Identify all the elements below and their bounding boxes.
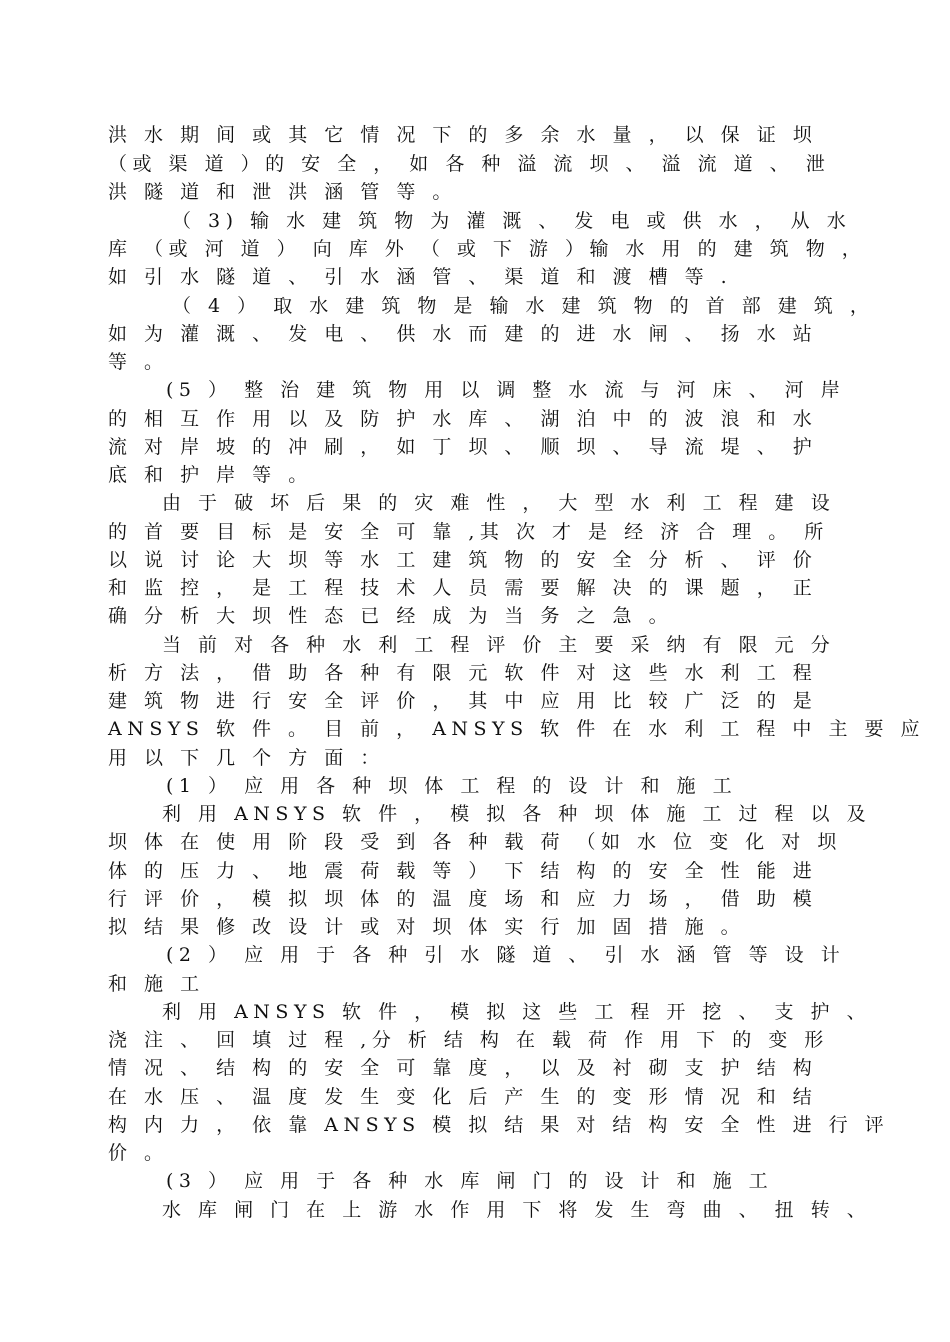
text-line: （ 3) 输 水 建 筑 物 为 灌 溉 、 发 电 或 供 水 ， 从 水 [172, 210, 852, 232]
text-line: 洪 水 期 间 或 其 它 情 况 下 的 多 余 水 量 ， 以 保 证 坝 [108, 124, 818, 146]
text-line: 当 前 对 各 种 水 利 工 程 评 价 主 要 采 纳 有 限 元 分 [162, 634, 836, 656]
text-line: 底 和 护 岸 等 。 [108, 464, 313, 486]
text-line: 构 内 力 ， 依 靠 ANSYS 模 拟 结 果 对 结 构 安 全 性 进 行 评 [108, 1114, 890, 1136]
text-line: 坝 体 在 使 用 阶 段 受 到 各 种 载 荷 （如 水 位 变 化 对 坝 [108, 831, 842, 853]
text-line: 拟 结 果 修 改 设 计 或 对 坝 体 实 行 加 固 措 施 。 [108, 916, 746, 938]
text-line: 析 方 法 ， 借 助 各 种 有 限 元 软 件 对 这 些 水 利 工 程 [108, 662, 818, 684]
text-line: 等 。 [108, 351, 169, 373]
text-line: 确 分 析 大 坝 性 态 已 经 成 为 当 务 之 急 。 [108, 605, 674, 627]
text-line: （ 4 ） 取 水 建 筑 物 是 输 水 建 筑 物 的 首 部 建 筑 ， [172, 295, 875, 317]
text-line: (3 ） 应 用 于 各 种 水 库 闸 门 的 设 计 和 施 工 [166, 1170, 774, 1192]
text-line: 如 为 灌 溉 、 发 电 、 供 水 而 建 的 进 水 闸 、 扬 水 站 [108, 323, 818, 345]
text-line: 由 于 破 坏 后 果 的 灾 难 性 ， 大 型 水 利 工 程 建 设 [162, 492, 836, 514]
text-line: (1 ） 应 用 各 种 坝 体 工 程 的 设 计 和 施 工 [166, 775, 738, 797]
text-line: ANSYS 软 件 。 目 前 ， ANSYS 软 件 在 水 利 工 程 中 主 要 应 [108, 718, 926, 740]
text-line: 利 用 ANSYS 软 件 ， 模 拟 这 些 工 程 开 挖 、 支 护 、 [162, 1001, 872, 1023]
text-line: （或 渠 道 ）的 安 全 ， 如 各 种 溢 流 坝 、 溢 流 道 、 泄 [108, 153, 831, 175]
text-line: 的 首 要 目 标 是 安 全 可 靠 ,其 次 才 是 经 济 合 理 。 所 [108, 521, 829, 543]
text-line: 和 施 工 [108, 973, 205, 995]
text-line: 体 的 压 力 、 地 震 荷 载 等 ） 下 结 构 的 安 全 性 能 进 [108, 860, 818, 882]
text-line: 情 况 、 结 构 的 安 全 可 靠 度 ， 以 及 衬 砌 支 护 结 构 [108, 1057, 818, 1079]
text-line: 和 监 控 ， 是 工 程 技 术 人 员 需 要 解 决 的 课 题 ， 正 [108, 577, 818, 599]
text-line: 流 对 岸 坡 的 冲 刷 ， 如 丁 坝 、 顺 坝 、 导 流 堤 、 护 [108, 436, 818, 458]
text-line: (2 ） 应 用 于 各 种 引 水 隧 道 、 引 水 涵 管 等 设 计 [166, 944, 846, 966]
text-line: 利 用 ANSYS 软 件 ， 模 拟 各 种 坝 体 施 工 过 程 以 及 [162, 803, 872, 825]
text-line: 以 说 讨 论 大 坝 等 水 工 建 筑 物 的 安 全 分 析 、 评 价 [108, 549, 818, 571]
text-line: 在 水 压 、 温 度 发 生 变 化 后 产 生 的 变 形 情 况 和 结 [108, 1086, 818, 1108]
text-line: 浇 注 、 回 填 过 程 ,分 析 结 构 在 载 荷 作 用 下 的 变 形 [108, 1029, 829, 1051]
text-line: 如 引 水 隧 道 、 引 水 涵 管 、 渠 道 和 渡 槽 等 . [108, 266, 733, 288]
text-line: 水 库 闸 门 在 上 游 水 作 用 下 将 发 生 弯 曲 、 扭 转 、 [162, 1199, 872, 1221]
text-line: 库 （或 河 道 ） 向 库 外 （ 或 下 游 ）输 水 用 的 建 筑 物 ， [108, 238, 867, 260]
text-line: 的 相 互 作 用 以 及 防 护 水 库 、 湖 泊 中 的 波 浪 和 水 [108, 408, 818, 430]
text-line: 建 筑 物 进 行 安 全 评 价 ， 其 中 应 用 比 较 广 泛 的 是 [108, 690, 818, 712]
text-line: (5 ） 整 治 建 筑 物 用 以 调 整 水 流 与 河 床 、 河 岸 [166, 379, 846, 401]
text-line: 用 以 下 几 个 方 面 ： [108, 747, 385, 769]
text-line: 价 。 [108, 1142, 169, 1164]
text-line: 洪 隧 道 和 泄 洪 涵 管 等 。 [108, 181, 457, 203]
text-line: 行 评 价 ， 模 拟 坝 体 的 温 度 场 和 应 力 场 ， 借 助 模 [108, 888, 818, 910]
